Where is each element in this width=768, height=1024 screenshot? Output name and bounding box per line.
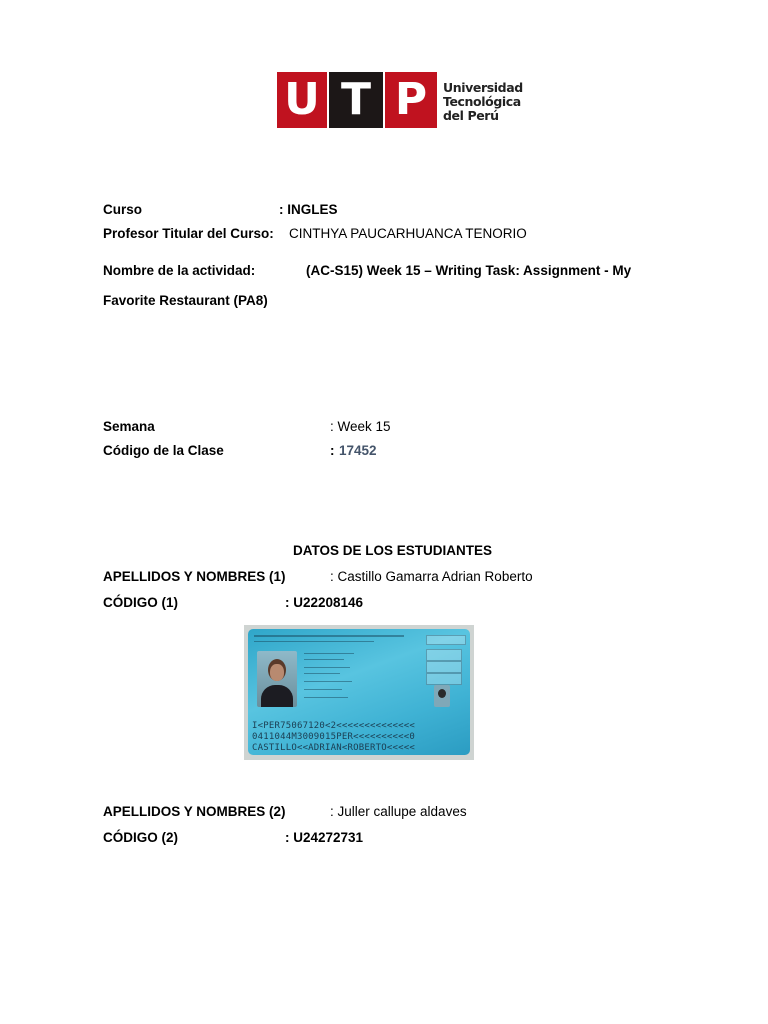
id-card-image xyxy=(244,625,474,760)
id-mrz-line-3: CASTILLO<<ADRIAN<ROBERTO<<<<< xyxy=(252,743,415,753)
curso-label: Curso xyxy=(103,202,143,217)
profesor-label: Profesor Titular del Curso: xyxy=(103,226,274,241)
students-heading: DATOS DE LOS ESTUDIANTES xyxy=(293,543,493,558)
student-1-name-label: APELLIDOS Y NOMBRES (1) xyxy=(103,569,286,584)
profesor-value: CINTHYA PAUCARHUANCA TENORIO xyxy=(289,226,527,241)
semana-value: : Week 15 xyxy=(330,419,391,434)
student-2-code-label: CÓDIGO (2) xyxy=(103,830,179,845)
student-2-name-label: APELLIDOS Y NOMBRES (2) xyxy=(103,804,286,819)
logo-letter-t: T xyxy=(340,74,371,125)
logo-name-line-2: Tecnológica xyxy=(443,94,521,109)
logo-letter-p: P xyxy=(394,74,428,125)
actividad-value-line-2: Favorite Restaurant (PA8) xyxy=(103,293,268,308)
logo-name-line-1: Universidad xyxy=(443,80,523,95)
student-1-code-value: : U22208146 xyxy=(285,595,364,610)
utp-logo xyxy=(277,72,523,128)
codigo-clase-value: 17452 xyxy=(339,443,377,458)
id-mrz-line-1: I<PER75067120<2<<<<<<<<<<<<<< xyxy=(252,721,415,731)
actividad-label: Nombre de la actividad: xyxy=(103,263,256,278)
logo-name-line-3: del Perú xyxy=(443,108,499,123)
student-2-code-value: : U24272731 xyxy=(285,830,364,845)
codigo-clase-label: Código de la Clase xyxy=(103,443,224,458)
student-1-name-value: : Castillo Gamarra Adrian Roberto xyxy=(330,569,533,584)
codigo-clase-colon: : xyxy=(330,443,335,458)
curso-value: : INGLES xyxy=(279,202,338,217)
id-photo xyxy=(257,651,297,707)
actividad-value-line-1: (AC-S15) Week 15 – Writing Task: Assignment - My xyxy=(306,263,632,278)
logo-letter-u: U xyxy=(284,74,320,125)
semana-label: Semana xyxy=(103,419,155,434)
student-2-name-value: : Juller callupe aldaves xyxy=(330,804,467,819)
student-1-code-label: CÓDIGO (1) xyxy=(103,595,179,610)
id-mini-photo xyxy=(434,685,450,707)
id-mrz-line-2: 0411044M3009015PER<<<<<<<<<<0 xyxy=(252,732,415,742)
